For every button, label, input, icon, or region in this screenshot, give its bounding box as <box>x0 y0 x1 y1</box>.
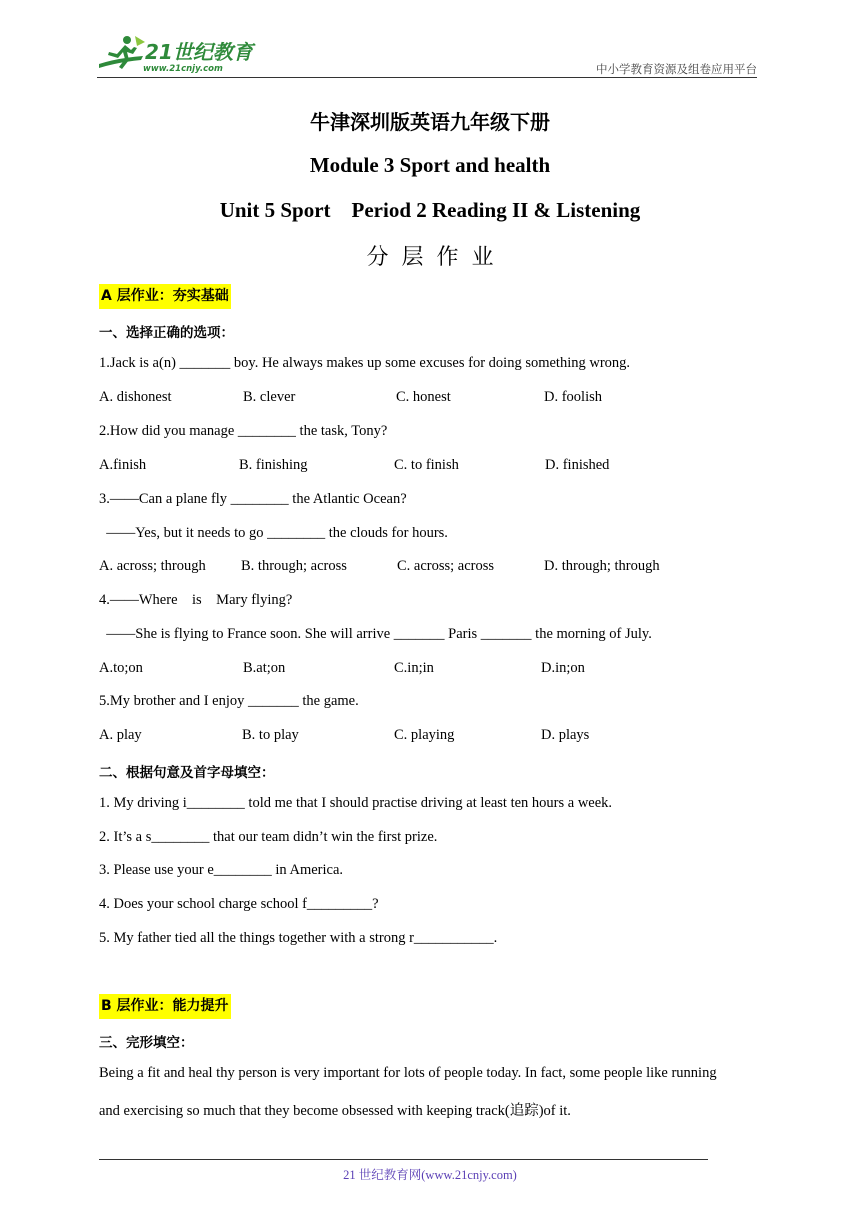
q3-stem2: ——Yes, but it needs to go ________ the clouds for hours. <box>99 525 448 541</box>
logo-url: www.21cnjy.com <box>143 64 223 74</box>
q5-option-d: D. plays <box>541 727 590 743</box>
section-b-label <box>99 995 231 1015</box>
section-b-highlight: B 层作业：能力提升 <box>99 994 231 1019</box>
q1-option-c: C. honest <box>396 389 451 405</box>
q3-option-c: C. across; across <box>397 558 495 574</box>
q4-option-b: B.at;on <box>243 660 286 676</box>
runner-logo-icon <box>97 34 147 78</box>
q4-option-a: A.to;on <box>99 660 143 676</box>
q1-stem: 1.Jack is a(n) _______ boy. He always makes up some excuses for doing something wrong. <box>99 355 631 371</box>
q5-stem: 5.My brother and I enjoy _______ the game. <box>99 693 359 709</box>
q2-option-d: D. finished <box>545 457 610 473</box>
q5-options <box>99 727 779 747</box>
q1-option-a: A. dishonest <box>99 389 172 405</box>
q2-stem: 2.How did you manage ________ the task, Tony? <box>99 423 388 439</box>
footer-divider <box>99 1159 708 1160</box>
q4-option-d: D.in;on <box>541 660 585 676</box>
q3-option-b: B. through; across <box>241 558 347 574</box>
fill-item-1: 1. My driving i________ told me that I should practise driving at least ten hours a week. <box>99 795 613 811</box>
fill-item-3: 3. Please use your e________ in America. <box>99 862 344 878</box>
q5-option-a: A. play <box>99 727 142 743</box>
header-divider <box>97 77 757 78</box>
q3-stem: 3.——Can a plane fly ________ the Atlantic Ocean? <box>99 491 407 507</box>
footer-text[interactable]: 21 世纪教育网(www.21cnjy.com) <box>343 1168 517 1182</box>
q1-option-b: B. clever <box>243 389 296 405</box>
site-logo[interactable] <box>97 34 267 78</box>
part2-heading: 二、根据句意及首字母填空： <box>99 765 275 781</box>
logo-text: 21世纪教育 <box>145 40 253 64</box>
q5-option-c: C. playing <box>394 727 455 743</box>
q4-stem: 4.——Where is Mary flying? <box>99 592 293 608</box>
part1-heading: 一、选择正确的选项： <box>99 325 234 341</box>
q1-option-d: D. foolish <box>544 389 602 405</box>
q3-options <box>99 558 779 578</box>
fill-item-2: 2. It’s a s________ that our team didn’t win the first prize. <box>99 829 438 845</box>
title-module: Module 3 Sport and health <box>309 153 551 177</box>
section-a-label <box>99 285 231 305</box>
q3-option-d: D. through; through <box>544 558 660 574</box>
title-unit: Unit 5 Sport Period 2 Reading II & Listening <box>219 198 641 222</box>
title-chinese: 牛津深圳版英语九年级下册 <box>310 110 550 134</box>
part3-heading: 三、完形填空： <box>99 1035 194 1051</box>
header-right-text: 中小学教育资源及组卷应用平台 <box>596 62 757 76</box>
q3-option-a: A. across; through <box>99 558 206 574</box>
cloze-line-2: and exercising so much that they become obsessed with keeping track(追踪)of it. <box>99 1103 571 1119</box>
q4-options <box>99 660 779 680</box>
q4-stem2: ——She is flying to France soon. She will arrive _______ Paris _______ the morning of July. <box>99 626 652 642</box>
fill-item-4: 4. Does your school charge school f_________? <box>99 896 379 912</box>
q2-option-c: C. to finish <box>394 457 459 473</box>
q1-options <box>99 389 779 409</box>
q5-option-b: B. to play <box>242 727 299 743</box>
q2-options <box>99 457 779 477</box>
page-header <box>97 30 757 80</box>
title-homework: 分层作业 <box>366 245 507 270</box>
cloze-line-1: Being a fit and heal thy person is very important for lots of people today. In fact, some people like running <box>99 1065 717 1081</box>
q2-option-a: A.finish <box>99 457 147 473</box>
q4-option-c: C.in;in <box>394 660 434 676</box>
fill-item-5: 5. My father tied all the things together with a strong r___________. <box>99 930 498 946</box>
q2-option-b: B. finishing <box>239 457 308 473</box>
section-a-highlight: A 层作业：夯实基础 <box>99 284 231 309</box>
